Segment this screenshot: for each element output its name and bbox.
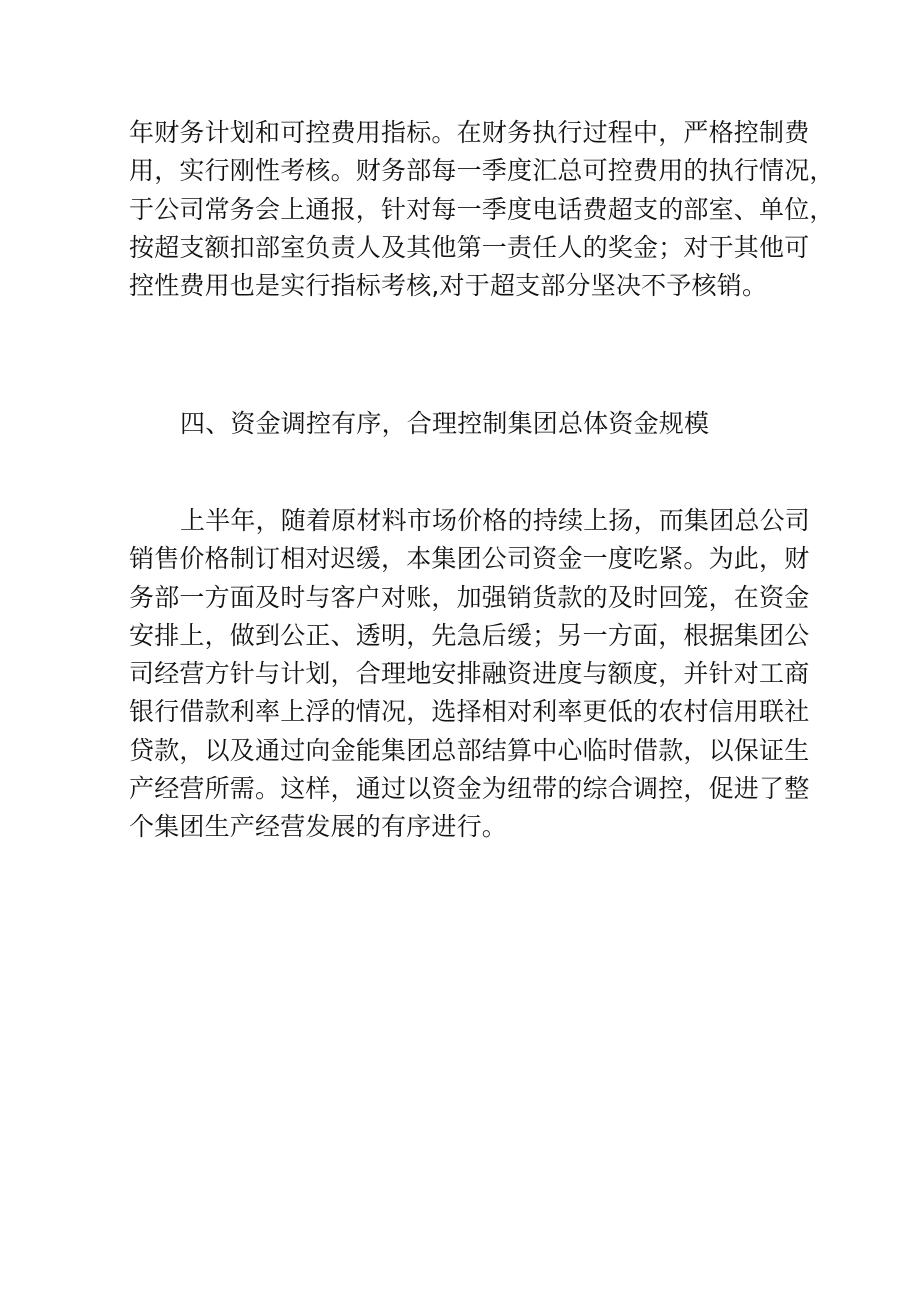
paragraph-line: 控性费用也是实行指标考核,对于超支部分坚决不予核销。 — [129, 271, 768, 301]
paragraph-fund-control — [129, 502, 811, 847]
paragraph-line: 个集团生产经营发展的有序进行。 — [129, 812, 508, 842]
paragraph-line: 于公司常务会上通报，针对每一季度电话费超支的部室、单位， — [129, 194, 835, 224]
paragraph-expense-control — [129, 114, 835, 305]
paragraph-line: 银行借款利率上浮的情况，选择相对利率更低的农村信用联社 — [129, 697, 810, 727]
paragraph-line: 销售价格制订相对迟缓，本集团公司资金一度吃紧。为此，财 — [129, 544, 810, 574]
paragraph-line: 安排上，做到公正、透明，先急后缓；另一方面，根据集团公 — [129, 620, 810, 650]
paragraph-line: 务部一方面及时与客户对账，加强销货款的及时回笼，在资金 — [129, 582, 810, 612]
paragraph-line: 用，实行刚性考核。财务部每一季度汇总可控费用的执行情况， — [129, 156, 835, 186]
paragraph-line: 年财务计划和可控费用指标。在财务执行过程中，严格控制费 — [129, 118, 810, 147]
paragraph-line: 上半年，随着原材料市场价格的持续上扬，而集团总公司 — [180, 506, 811, 535]
section-heading-block — [129, 405, 799, 443]
paragraph-line: 贷款，以及通过向金能集团总部结算中心临时借款，以保证生 — [129, 735, 810, 765]
paragraph-line: 按超支额扣部室负责人及其他第一责任人的奖金；对于其他可 — [129, 232, 810, 262]
paragraph-line: 产经营所需。这样，通过以资金为纽带的综合调控，促进了整 — [129, 774, 810, 804]
section-heading: 四、资金调控有序，合理控制集团总体资金规模 — [180, 409, 710, 438]
paragraph-line: 司经营方针与计划，合理地安排融资进度与额度，并针对工商 — [129, 659, 810, 689]
